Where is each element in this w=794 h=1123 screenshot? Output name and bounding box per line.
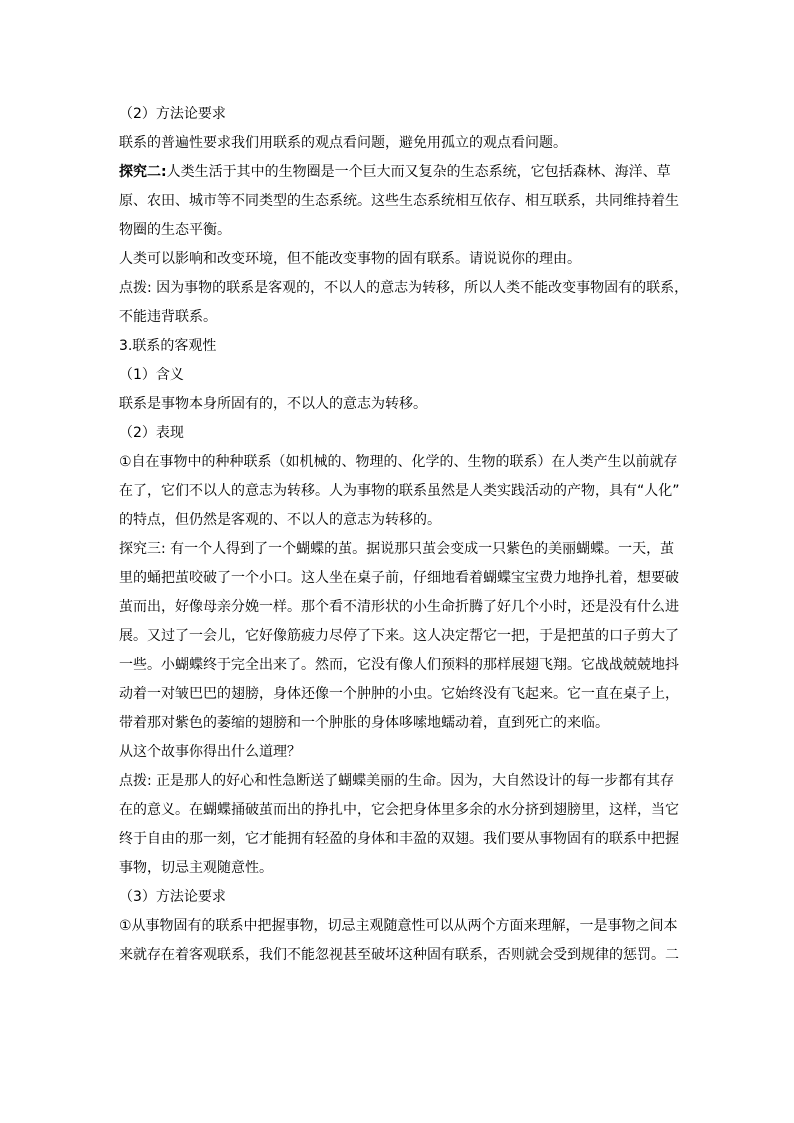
paragraph-line: 点拨: 因为事物的联系是客观的，不以人的意志为转移，所以人类不能改变事物固有的联系， bbox=[119, 280, 689, 296]
document-body bbox=[119, 100, 689, 970]
paragraph-line: 带着那对紫色的萎缩的翅膀和一个肿胀的身体哆嗦地蠕动着，直到死亡的来临。 bbox=[119, 715, 609, 731]
paragraph-line: 的特点，但仍然是客观的、不以人的意志为转移的。 bbox=[119, 512, 441, 528]
paragraph-line: 动着一对皱巴巴的翅膀，身体还像一个肿肿的小虫。它始终没有飞起来。它一直在桌子上， bbox=[119, 686, 679, 702]
paragraph-line: 一些。小蝴蝶终于完全出来了。然而，它没有像人们预料的那样展翅飞翔。它战战兢兢地抖 bbox=[119, 657, 679, 673]
paragraph-line: 联系是事物本身所固有的，不以人的意志为转移。 bbox=[119, 396, 427, 412]
paragraph-line: 茧而出，好像母亲分娩一样。那个看不清形状的小生命折腾了好几个小时，还是没有什么进 bbox=[119, 599, 679, 615]
paragraph-line: 事物，切忌主观随意性。 bbox=[119, 860, 273, 876]
section-heading: （2）方法论要求 bbox=[119, 106, 226, 122]
paragraph-line: 探究二:人类生活于其中的生物圈是一个巨大而又复杂的生态系统，它包括森林、海洋、草 bbox=[119, 164, 671, 180]
paragraph-line: 从这个故事你得出什么道理？ bbox=[119, 744, 301, 760]
paragraph-line: ①从事物固有的联系中把握事物，切忌主观随意性可以从两个方面来理解，一是事物之间本 bbox=[119, 918, 678, 934]
paragraph-line: ①自在事物中的种种联系（如机械的、物理的、化学的、生物的联系）在人类产生以前就存 bbox=[119, 454, 678, 470]
paragraph-line: 在了，它们不以人的意志为转移。人为事物的联系虽然是人类实践活动的产物，具有“人化” bbox=[119, 483, 680, 499]
inquiry-label: 探究二: bbox=[119, 164, 167, 180]
paragraph-line: 里的蛹把茧咬破了一个小口。这人坐在桌子前，仔细地看着蝴蝶宝宝费力地挣扎着，想要破 bbox=[119, 570, 679, 586]
paragraph-line: 在的意义。在蝴蝶捅破茧而出的挣扎中，它会把身体里多余的水分挤到翅膀里，这样，当它 bbox=[119, 802, 679, 818]
paragraph-line: 点拨: 正是那人的好心和性急断送了蝴蝶美丽的生命。因为，大自然设计的每一步都有其存 bbox=[119, 773, 675, 789]
paragraph-line: 人类可以影响和改变环境，但不能改变事物的固有联系。请说说你的理由。 bbox=[119, 251, 581, 267]
paragraph-line: 不能违背联系。 bbox=[119, 309, 217, 325]
paragraph-line: 展。又过了一会儿，它好像筋疲力尽停了下来。这人决定帮它一把，于是把茧的口子剪大了 bbox=[119, 628, 679, 644]
section-heading: （1）含义 bbox=[119, 367, 184, 383]
paragraph-line: 物圈的生态平衡。 bbox=[119, 222, 231, 238]
paragraph-line: 来就存在着客观联系，我们不能忽视甚至破坏这种固有联系，否则就会受到规律的惩罚。二 bbox=[119, 947, 679, 963]
paragraph-line: 探究三: 有一个人得到了一个蝴蝶的茧。据说那只茧会变成一只紫色的美丽蝴蝶。一天，茧 bbox=[119, 541, 675, 557]
paragraph-line: 原、农田、城市等不同类型的生态系统。这些生态系统相互依存、相互联系，共同维持着生 bbox=[119, 193, 679, 209]
paragraph-line: 联系的普遍性要求我们用联系的观点看问题，避免用孤立的观点看问题。 bbox=[119, 135, 567, 151]
section-heading: （3）方法论要求 bbox=[119, 889, 226, 905]
section-heading: （2）表现 bbox=[119, 425, 184, 441]
section-heading: 3.联系的客观性 bbox=[119, 338, 217, 354]
paragraph-line: 终于自由的那一刻，它才能拥有轻盈的身体和丰盈的双翅。我们要从事物固有的联系中把握 bbox=[119, 831, 679, 847]
